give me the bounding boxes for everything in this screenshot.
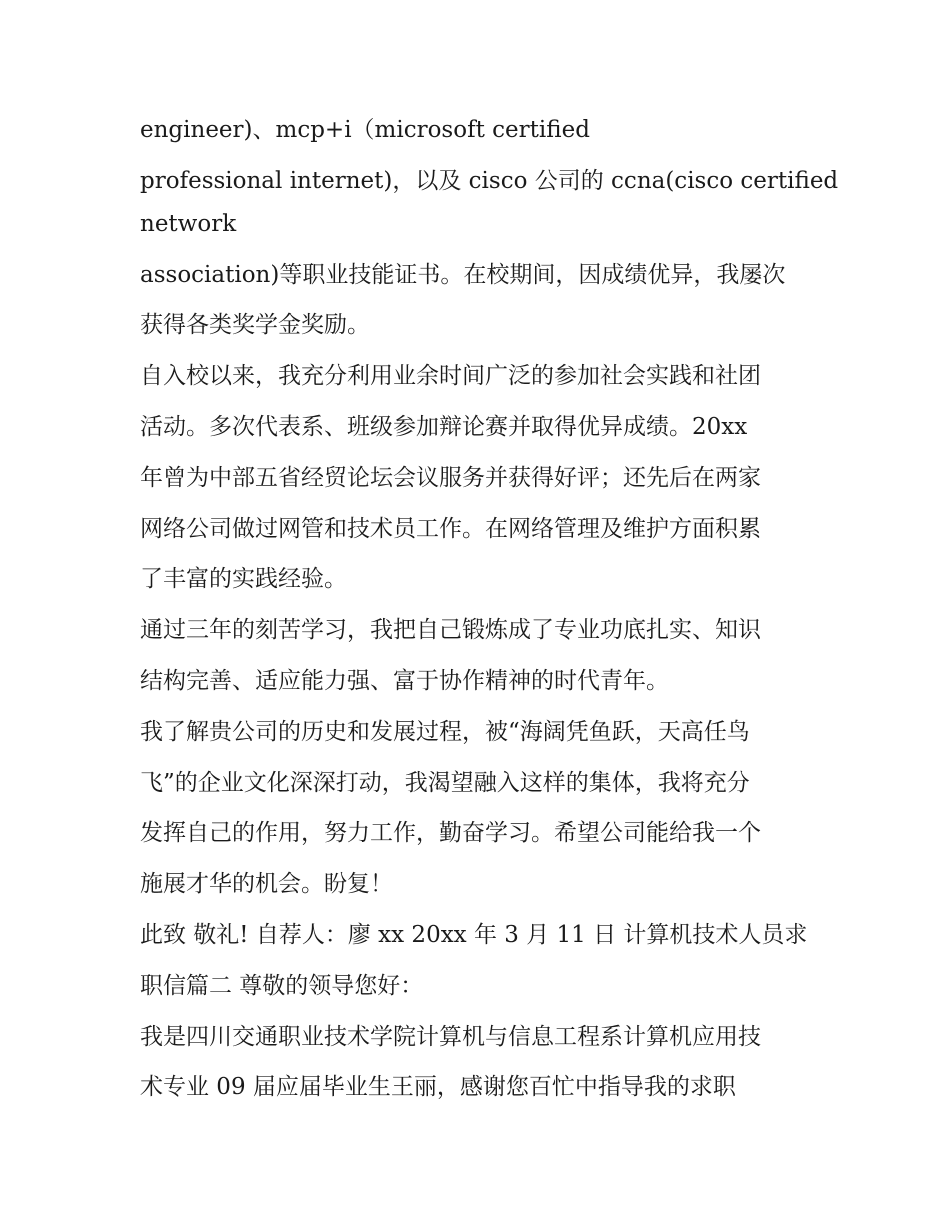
text-line: 术专业 09 届应届毕业生王丽，感谢您百忙中指导我的求职: [140, 1074, 736, 1101]
text-line: 年曾为中部五省经贸论坛会议服务并获得好评；还先后在两家: [140, 464, 761, 491]
text-line: 网络公司做过网管和技术员工作。在网络管理及维护方面积累: [140, 515, 761, 542]
text-line: 我是四川交通职业技术学院计算机与信息工程系计算机应用技: [140, 1023, 761, 1050]
text-line: 结构完善、适应能力强、富于协作精神的时代青年。: [140, 667, 669, 694]
text-line: network: [140, 210, 237, 237]
text-line: 发挥自己的作用，努力工作，勤奋学习。希望公司能给我一个: [140, 820, 761, 847]
text-line: 获得各类奖学金奖励。: [140, 312, 370, 339]
text-line: 了丰富的实践经验。: [140, 566, 347, 593]
text-line: 我了解贵公司的历史和发展过程，被“海阔凭鱼跃，天高任鸟: [140, 718, 750, 745]
text-line: engineer)、mcp+i（microsoft certified: [140, 117, 590, 143]
text-line: 自入校以来，我充分利用业余时间广泛的参加社会实践和社团: [140, 363, 761, 390]
text-line: 通过三年的刻苦学习，我把自己锻炼成了专业功底扎实、知识: [140, 617, 761, 644]
text-line: 飞”的企业文化深深打动，我渴望融入这样的集体，我将充分: [140, 769, 750, 796]
text-line: 职信篇二 尊敬的领导您好：: [140, 972, 424, 999]
text-line: association)等职业技能证书。在校期间，因成绩优异，我屡次: [140, 261, 786, 288]
text-line: 此致 敬礼! 自荐人：廖 xx 20xx 年 3 月 11 日 计算机技术人员求: [140, 921, 808, 948]
text-line: 施展才华的机会。盼复！: [140, 871, 393, 898]
text-line: professional internet)，以及 cisco 公司的 ccna(cisco certified: [140, 167, 839, 194]
text-line: 活动。多次代表系、班级参加辩论赛并取得优异成绩。20xx: [140, 413, 748, 440]
letter-body: [140, 108, 839, 1116]
